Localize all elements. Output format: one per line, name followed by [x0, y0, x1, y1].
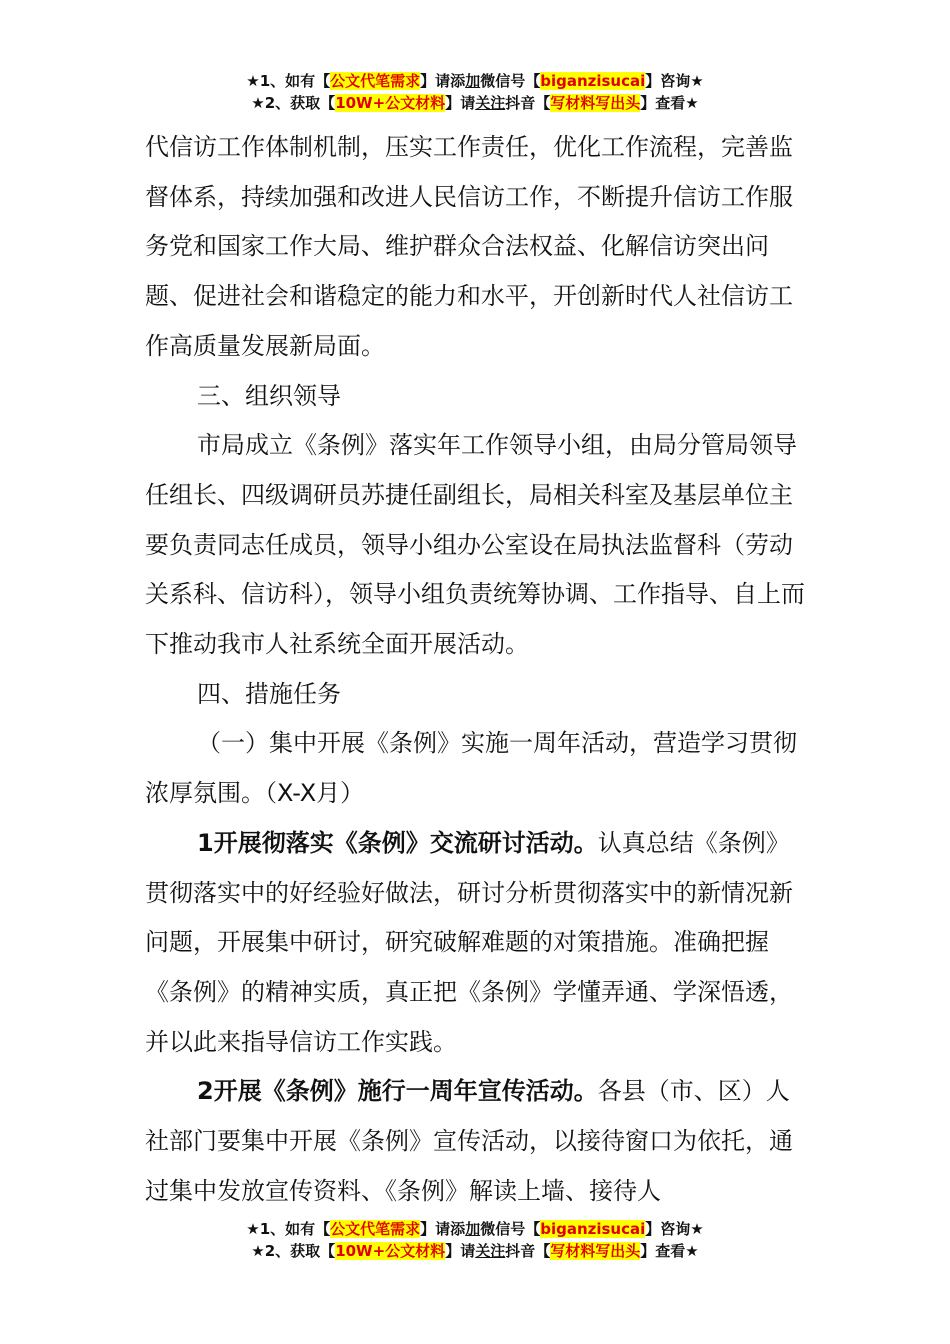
task-item-2 — [145, 1067, 805, 1216]
banner-line-2: ★2、获取【10W+公文材料】请关注抖音【写材料写出头】查看★ — [251, 1242, 699, 1260]
subsection-heading-1: （一）集中开展《条例》实施一周年活动，营造学习贯彻浓厚氛围。（X-X月） — [145, 729, 797, 808]
section-heading-4: 四、措施任务 — [197, 679, 341, 708]
banner-highlight: biganzisucai — [540, 72, 646, 90]
paragraph-organization: 市局成立《条例》落实年工作领导小组，由局分管局领导任组长、四级调研员苏捷任副组长，局相关科室及基层单位主要负责同志任成员，领导小组办公室设在局执法监督科（劳动关系科、信访科），领导小组负责统筹协调、工作指导、自上而下推动我市人社系统全面开展活动。 — [145, 431, 805, 659]
task-item-2-lead: 2开展《条例》施行一周年宣传活动。 — [197, 1077, 598, 1106]
section-heading-3: 三、组织领导 — [197, 381, 341, 410]
task-item-1-text: 认真总结《条例》贯彻落实中的好经验好做法，研讨分析贯彻落实中的新情况新问题，开展集中研讨，研究破解难题的对策措施。准确把握《条例》的精神实质，真正把《条例》学懂弄通、学深悟透，并以此来指导信访工作实践。 — [145, 828, 793, 1056]
banner-highlight: 10W+公文材料 — [335, 94, 446, 112]
banner-highlight: 写材料写出头 — [550, 1242, 641, 1260]
banner-line-2: ★2、获取【10W+公文材料】请关注抖音【写材料写出头】查看★ — [251, 94, 699, 112]
banner-line-1: ★1、如有【公文代笔需求】请添加微信号【biganzisucai】咨询★ — [246, 1220, 704, 1238]
banner-line-1: ★1、如有【公文代笔需求】请添加微信号【biganzisucai】咨询★ — [246, 72, 704, 90]
banner-highlight: 公文代笔需求 — [330, 1220, 421, 1238]
footer-banner — [0, 1218, 950, 1262]
paragraph-continuation: 代信访工作体制机制，压实工作责任，优化工作流程，完善监督体系，持续加强和改进人民信访工作，不断提升信访工作服务党和国家工作大局、维护群众合法权益、化解信访突出问题、促进社会和谐稳定的能力和水平，开创新时代人社信访工作高质量发展新局面。 — [145, 133, 793, 360]
banner-highlight: biganzisucai — [540, 1220, 646, 1238]
task-item-1 — [145, 819, 805, 1068]
banner-highlight: 10W+公文材料 — [335, 1242, 446, 1260]
banner-highlight: 写材料写出头 — [550, 94, 641, 112]
document-body — [145, 123, 805, 1216]
task-item-1-lead: 1开展彻落实《条例》交流研讨活动。 — [197, 828, 598, 857]
task-item-2-text: 各县（市、区）人社部门要集中开展《条例》宣传活动，以接待窗口为依托，通过集中发放宣传资料、《条例》解读上墙、接待人 — [145, 1077, 793, 1205]
header-banner — [0, 70, 950, 114]
banner-highlight: 公文代笔需求 — [330, 72, 421, 90]
